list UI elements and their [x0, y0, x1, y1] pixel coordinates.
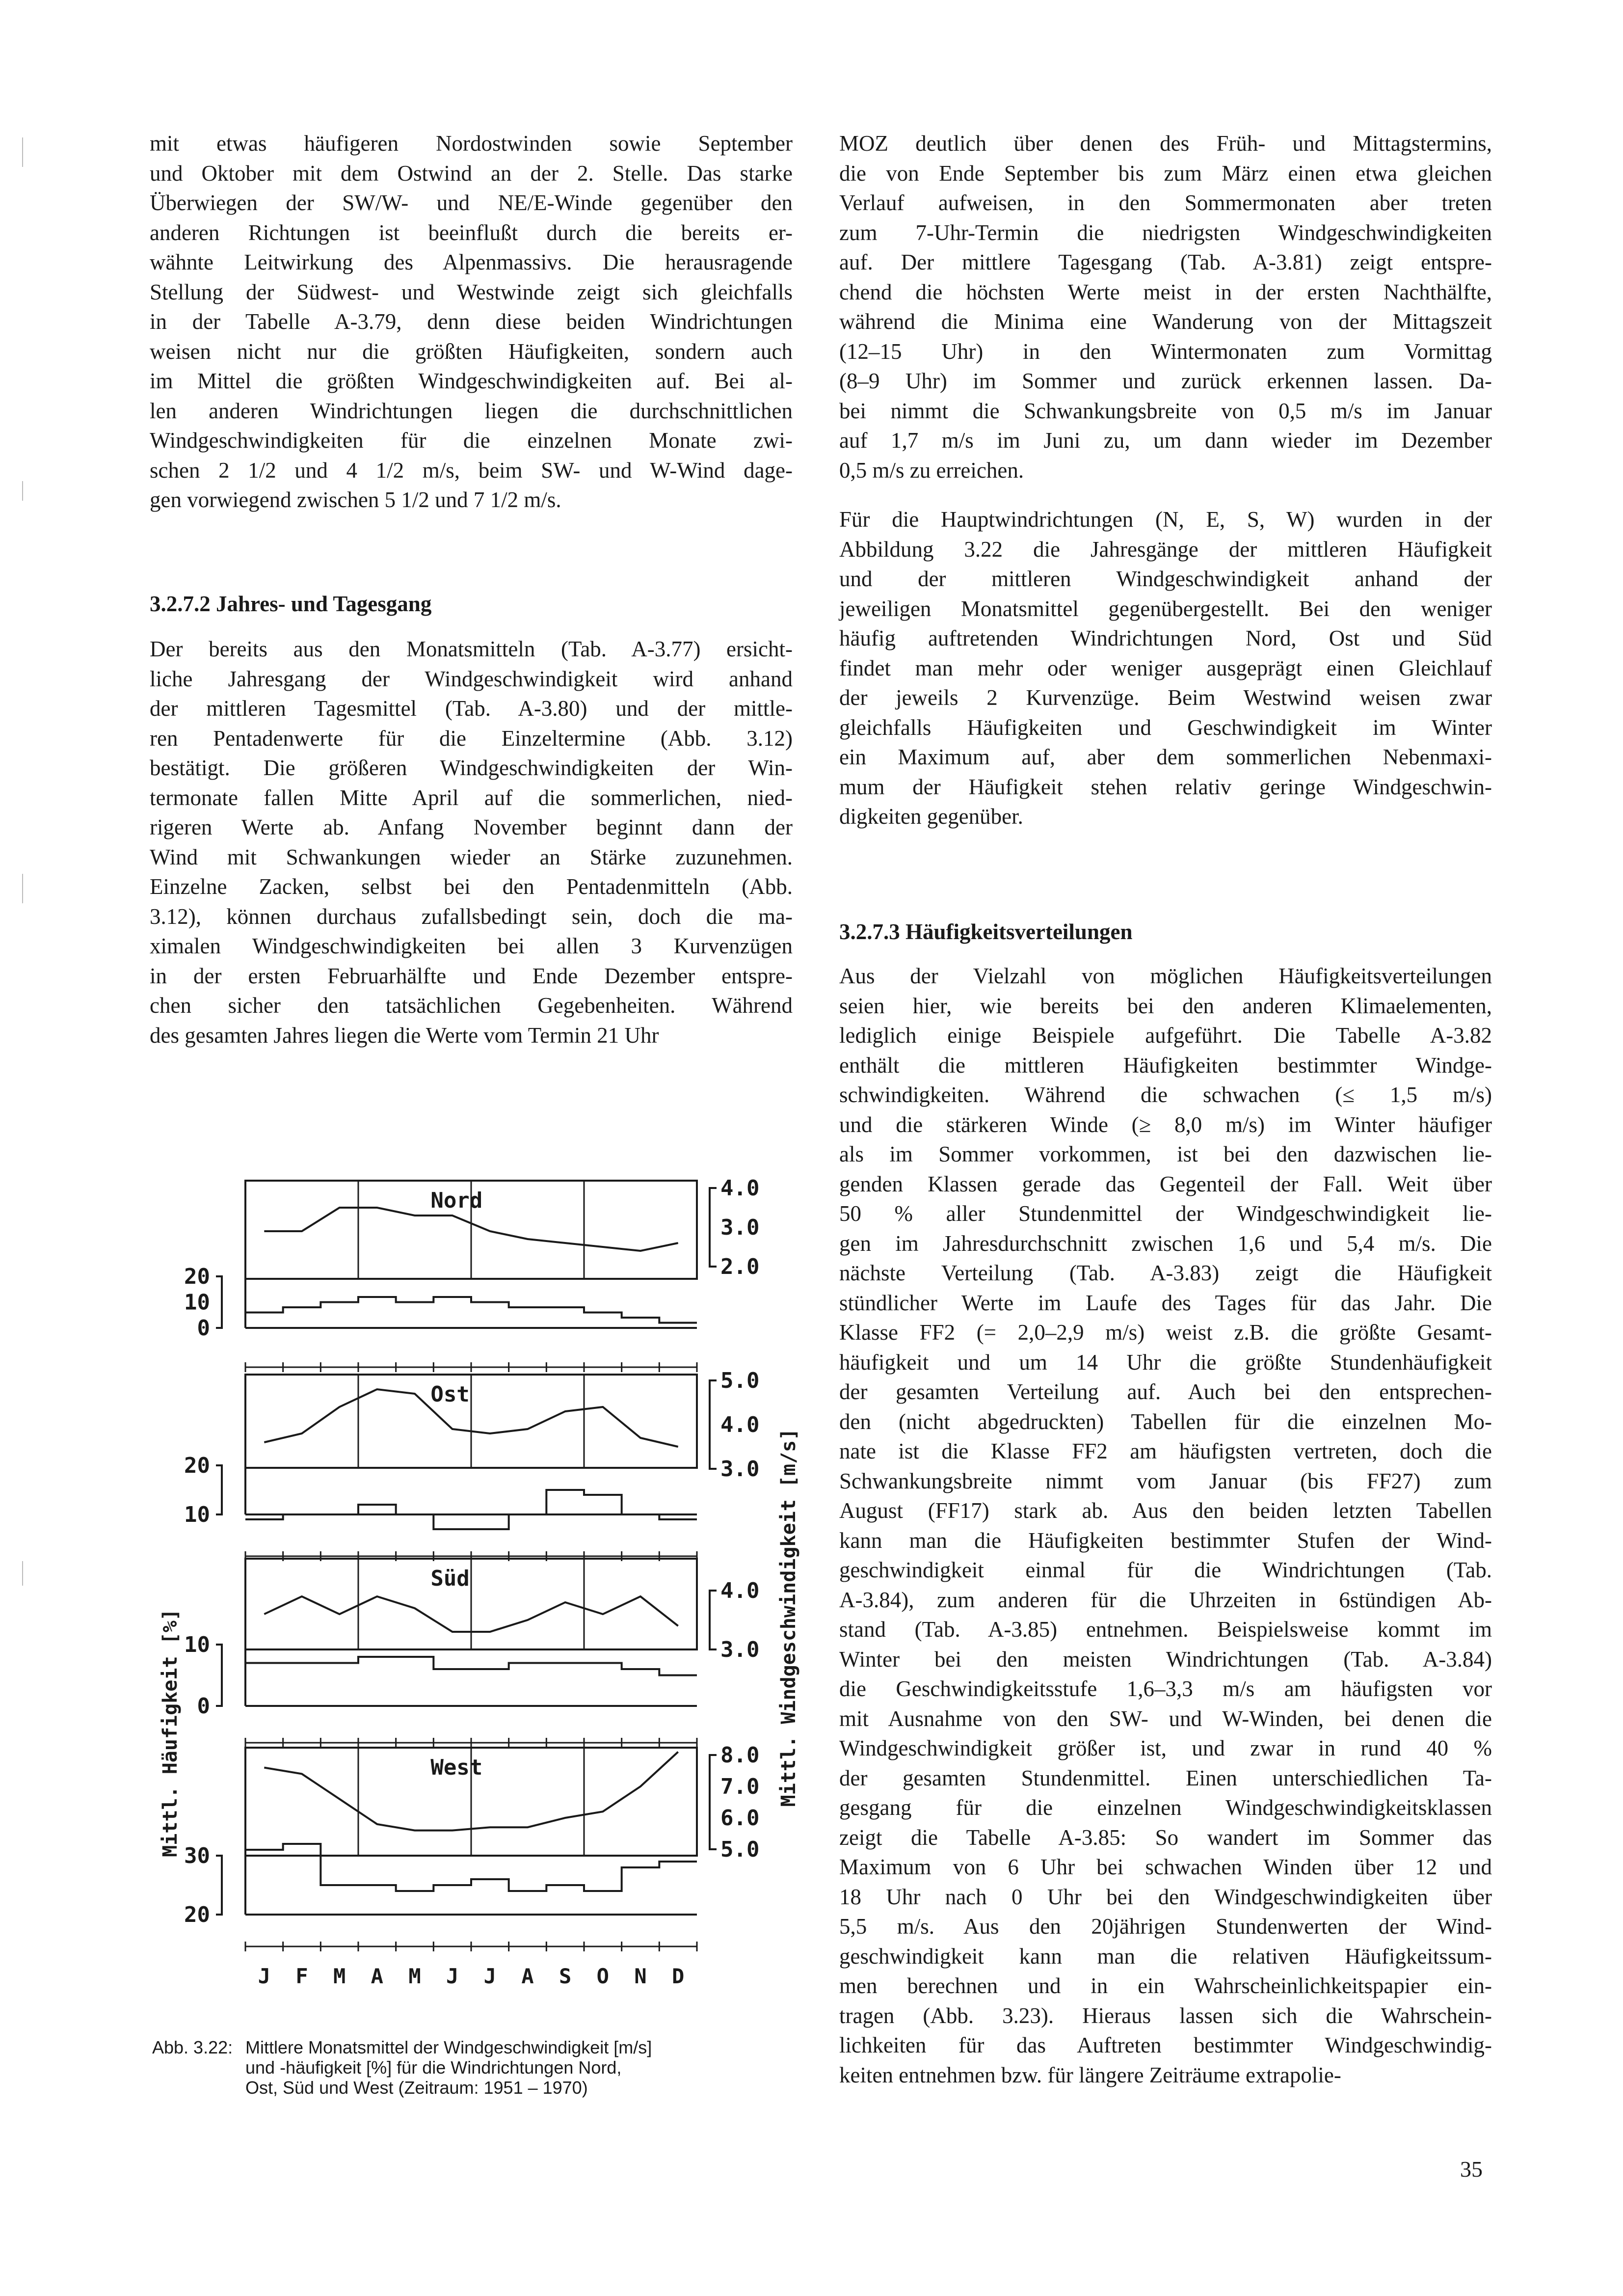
section-heading-haeufigkeitsverteilungen: 3.2.7.3 Häufigkeitsverteilungen: [839, 919, 1133, 944]
frequency-tick-label: 0: [197, 1316, 210, 1341]
panel-title-nord: Nord: [430, 1188, 483, 1213]
month-label: J: [446, 1964, 459, 1988]
wind-chart-figure: [147, 1154, 815, 2032]
text-line: zeigt die Tabelle A-3.85: So wandert im Sommer das: [839, 1825, 1492, 1850]
text-line: liche Jahresgang der Windgeschwindigkeit wird anhand: [150, 666, 793, 691]
text-line: mit etwas häufigeren Nordostwinden sowie September: [150, 131, 793, 156]
text-line: schen 2 1/2 und 4 1/2 m/s, beim SW- und W-Wind dage-: [150, 458, 793, 483]
text-line: (8–9 Uhr) im Sommer und zurück erkennen lassen. Da-: [839, 369, 1492, 393]
text-line: anderen Richtungen ist beeinflußt durch die bereits er-: [150, 220, 793, 245]
caption-line: Mittlere Monatsmittel der Windgeschwindigkeit [m/s]: [245, 2037, 652, 2057]
text-line: der mittleren Tagesmittel (Tab. A-3.80) und der mittle-: [150, 696, 793, 721]
text-line: chend die höchsten Werte meist in der ersten Nachthälfte,: [839, 279, 1492, 304]
text-line: men berechnen und in ein Wahrscheinlichkeitspapier ein-: [839, 1973, 1492, 1998]
text-line: bestätigt. Die größeren Windgeschwindigkeiten der Win-: [150, 756, 793, 780]
speed-axis-bracket: [710, 1380, 717, 1469]
frequency-axis-bracket: [216, 1645, 222, 1706]
text-line: in der Tabelle A-3.79, denn diese beiden Windrichtungen: [150, 309, 793, 334]
frequency-axis-bracket: [216, 1276, 222, 1328]
text-line: keiten entnehmen bzw. für längere Zeiträume extrapolie-: [839, 2062, 1341, 2087]
text-line: Windgeschwindigkeit größer ist, und zwar in rund 40 %: [839, 1736, 1492, 1760]
frequency-tick-label: 20: [184, 1902, 210, 1927]
text-line: rigeren Werte ab. Anfang November beginnt dann der: [150, 815, 793, 839]
text-line: chen sicher den tatsächlichen Gegebenheiten. Während: [150, 993, 793, 1018]
text-line: Verlauf aufweisen, in den Sommermonaten aber treten: [839, 190, 1492, 215]
text-line: gen vorwiegend zwischen 5 1/2 und 7 1/2 m/s.: [150, 487, 561, 512]
text-line: digkeiten gegenüber.: [839, 804, 1023, 829]
speed-tick-label: 4.0: [720, 1412, 760, 1437]
text-line: ximalen Windgeschwindigkeiten bei allen 3 Kurvenzügen: [150, 934, 793, 958]
text-line: und die stärkeren Winde (≥ 8,0 m/s) im Winter häufiger: [839, 1112, 1492, 1137]
text-line: gesgang für die einzelnen Windgeschwindigkeitsklassen: [839, 1795, 1492, 1820]
text-line: lichkeiten für das Auftreten bestimmter Windgeschwindig-: [839, 2033, 1492, 2057]
caption-line: Ost, Süd und West (Zeitraum: 1951 – 1970): [245, 2078, 588, 2098]
text-line: Für die Hauptwindrichtungen (N, E, S, W) wurden in der: [839, 507, 1492, 532]
figure-caption: [152, 2037, 800, 2098]
speed-tick-label: 2.0: [720, 1254, 760, 1279]
month-label: D: [672, 1964, 685, 1988]
month-label: S: [559, 1964, 572, 1988]
text-line: kann man die Häufigkeiten bestimmter Stufen der Wind-: [839, 1528, 1492, 1553]
text-line: geschwindigkeit einmal für die Windrichtungen (Tab.: [839, 1558, 1492, 1582]
text-line: tragen (Abb. 3.23). Hieraus lassen sich die Wahrschein-: [839, 2003, 1492, 2028]
left-column: [150, 129, 793, 515]
text-line: den (nicht abgedruckten) Tabellen für die einzelnen Mo-: [839, 1409, 1492, 1434]
speed-tick-label: 6.0: [720, 1806, 760, 1831]
frequency-tick-label: 0: [197, 1694, 210, 1719]
text-line: Einzelne Zacken, selbst bei den Pentadenmitteln (Abb.: [150, 874, 793, 899]
text-line: Aus der Vielzahl von möglichen Häufigkeitsverteilungen: [839, 964, 1492, 988]
text-line: als im Sommer vorkommen, ist bei den dazwischen lie-: [839, 1142, 1492, 1166]
month-label: N: [634, 1964, 647, 1988]
speed-tick-label: 3.0: [720, 1637, 760, 1662]
month-label: A: [521, 1964, 534, 1988]
text-line: lediglich einige Beispiele aufgeführt. Die Tabelle A-3.82: [839, 1023, 1492, 1048]
speed-tick-label: 5.0: [720, 1837, 760, 1862]
scan-edge-marks: [22, 137, 24, 2248]
text-line: mit Ausnahme von den SW- und W-Winden, bei denen die: [839, 1706, 1492, 1731]
frequency-tick-label: 10: [184, 1502, 210, 1527]
frequency-step-line-nord: [245, 1297, 697, 1323]
speed-tick-label: 8.0: [720, 1743, 760, 1768]
text-line: und der mittleren Windgeschwindigkeit anhand der: [839, 567, 1492, 591]
text-line: zum 7-Uhr-Termin die niedrigsten Windgeschwindigkeiten: [839, 220, 1492, 245]
text-line: der gesamten Stundenmittel. Einen unterschiedlichen Ta-: [839, 1765, 1492, 1790]
text-line: ren Pentadenwerte für die Einzeltermine (Abb. 3.12): [150, 726, 793, 751]
right-axis-title: Mittl. Windgeschwindigkeit [m/s]: [777, 1428, 800, 1807]
text-line: 50 % aller Stundenmittel der Windgeschwindigkeit lie-: [839, 1201, 1492, 1226]
text-line: mum der Häufigkeit stehen relativ geringe Windgeschwin-: [839, 774, 1492, 799]
text-line: schwindigkeiten. Während die schwachen (≤ 1,5 m/s): [839, 1082, 1492, 1107]
frequency-tick-label: 30: [184, 1843, 210, 1868]
left-axis-title: Mittl. Häufigkeit [%]: [159, 1609, 182, 1857]
text-line: findet man mehr oder weniger ausgeprägt einen Gleichlauf: [839, 655, 1492, 680]
text-line: Abbildung 3.22 die Jahresgänge der mittleren Häufigkeit: [839, 537, 1492, 562]
text-line: geschwindigkeit kann man die relativen Häufigkeitssum-: [839, 1944, 1492, 1969]
month-label: M: [408, 1964, 421, 1988]
text-line: jeweiligen Monatsmittel gegenübergestellt. Bei den weniger: [839, 596, 1492, 621]
text-line: und Oktober mit dem Ostwind an der 2. Stelle. Das starke: [150, 161, 793, 186]
speed-tick-label: 4.0: [720, 1176, 760, 1201]
text-line: Der bereits aus den Monatsmitteln (Tab. A-3.77) ersicht-: [150, 637, 793, 661]
text-line: termonate fallen Mitte April auf die sommerlichen, nied-: [150, 785, 793, 810]
text-line: auf 1,7 m/s im Juni zu, um dann wieder im Dezember: [839, 428, 1492, 453]
month-label: F: [295, 1964, 308, 1988]
text-line: weisen nicht nur die größten Häufigkeiten, sondern auch: [150, 339, 793, 364]
text-line: 3.12), können durchaus zufallsbedingt sein, doch die ma-: [150, 904, 793, 929]
panel-title-west: West: [430, 1755, 483, 1780]
speed-axis-bracket: [710, 1188, 717, 1267]
text-line: gleichfalls Häufigkeiten und Geschwindigkeit im Winter: [839, 715, 1492, 740]
text-line: in der ersten Februarhälfte und Ende Dezember entspre-: [150, 963, 793, 988]
month-label: A: [371, 1964, 383, 1988]
text-line: len anderen Windrichtungen liegen die durchschnittlichen: [150, 398, 793, 423]
paragraph-haeufigkeitsverteilungen: [839, 961, 1492, 2090]
text-line: seien hier, wie bereits bei den anderen Klimaelementen,: [839, 993, 1492, 1018]
speed-axis-bracket: [710, 1755, 717, 1849]
paragraph-wind-directions: [150, 129, 793, 515]
panel-title-süd: Süd: [430, 1566, 470, 1591]
month-label: M: [333, 1964, 346, 1988]
text-line: bei nimmt die Schwankungsbreite von 0,5 m/s im Januar: [839, 398, 1492, 423]
text-line: nächste Verteilung (Tab. A-3.83) zeigt die Häufigkeit: [839, 1261, 1492, 1285]
frequency-tick-label: 10: [184, 1632, 210, 1657]
right-column: [839, 129, 1492, 485]
text-line: Schwankungsbreite nimmt vom Januar (bis FF27) zum: [839, 1468, 1492, 1493]
text-line: wähnte Leitwirkung des Alpenmassivs. Die herausragende: [150, 250, 793, 274]
frequency-step-line-ost: [245, 1490, 697, 1529]
text-line: MOZ deutlich über denen des Früh- und Mittagstermins,: [839, 131, 1492, 156]
section-heading-jahres-tagesgang: 3.2.7.2 Jahres- und Tagesgang: [150, 592, 432, 616]
paragraph-tagesgang: [839, 129, 1492, 485]
page-number: 35: [1460, 2157, 1483, 2182]
month-label: O: [596, 1964, 609, 1988]
text-line: Wind mit Schwankungen wieder an Stärke zuzunehmen.: [150, 844, 793, 869]
text-line: ein Maximum auf, aber dem sommerlichen Nebenmaxi-: [839, 745, 1492, 769]
text-line: August (FF17) stark ab. Aus den beiden letzten Tabellen: [839, 1498, 1492, 1523]
frequency-axis-bracket: [216, 1465, 222, 1514]
text-line: häufig auftretenden Windrichtungen Nord, Ost und Süd: [839, 626, 1492, 650]
frequency-tick-label: 10: [184, 1290, 210, 1315]
speed-tick-label: 3.0: [720, 1457, 760, 1482]
text-line: der gesamten Verteilung auf. Auch bei den entsprechen-: [839, 1379, 1492, 1404]
text-line: stündlicher Werte im Laufe des Tages für das Jahr. Die: [839, 1290, 1492, 1315]
text-line: 18 Uhr nach 0 Uhr bei den Windgeschwindigkeiten über: [839, 1884, 1492, 1909]
caption-line: und -häufigkeit [%] für die Windrichtungen Nord,: [245, 2057, 622, 2078]
text-line: die von Ende September bis zum März einen etwa gleichen: [839, 161, 1492, 186]
text-line: genden Klassen gerade das Gegenteil der Fall. Weit über: [839, 1171, 1492, 1196]
speed-axis-bracket: [710, 1591, 717, 1649]
speed-tick-label: 7.0: [720, 1774, 760, 1799]
text-line: des gesamten Jahres liegen die Werte vom Termin 21 Uhr: [150, 1023, 659, 1048]
frequency-tick-label: 20: [184, 1453, 210, 1478]
text-line: während die Minima eine Wanderung von der Mittagszeit: [839, 309, 1492, 334]
frequency-axis-bracket: [216, 1856, 222, 1915]
text-line: Maximum von 6 Uhr bei schwachen Winden über 12 und: [839, 1855, 1492, 1879]
text-line: enthält die mittleren Häufigkeiten bestimmter Windge-: [839, 1053, 1492, 1078]
paragraph-hauptwindrichtungen: [839, 505, 1492, 832]
text-line: Stellung der Südwest- und Westwinde zeigt sich gleichfalls: [150, 279, 793, 304]
text-line: im Mittel die größten Windgeschwindigkeiten auf. Bei al-: [150, 369, 793, 393]
text-line: stand (Tab. A-3.85) entnehmen. Beispielsweise kommt im: [839, 1617, 1492, 1642]
caption-label: Abb. 3.22:: [152, 2037, 233, 2057]
frequency-step-line-süd: [245, 1657, 697, 1675]
month-label: J: [258, 1964, 270, 1988]
panel-title-ost: Ost: [430, 1382, 470, 1407]
month-label: J: [483, 1964, 496, 1988]
speed-tick-label: 4.0: [720, 1578, 760, 1603]
text-line: Windgeschwindigkeiten für die einzelnen Monate zwi-: [150, 428, 793, 453]
text-line: Überwiegen der SW/W- und NE/E-Winde gegenüber den: [150, 190, 793, 215]
text-line: auf. Der mittlere Tagesgang (Tab. A-3.81) zeigt entspre-: [839, 250, 1492, 274]
text-line: nate ist die Klasse FF2 am häufigsten vertreten, doch die: [839, 1439, 1492, 1463]
text-line: gen im Jahresdurchschnitt zwischen 1,6 und 5,4 m/s. Die: [839, 1231, 1492, 1256]
text-line: der jeweils 2 Kurvenzüge. Beim Westwind weisen zwar: [839, 685, 1492, 710]
text-line: A-3.84), zum anderen für die Uhrzeiten in 6stündigen Ab-: [839, 1587, 1492, 1612]
text-line: 0,5 m/s zu erreichen.: [839, 458, 1024, 483]
text-line: häufigkeit und um 14 Uhr die größte Stundenhäufigkeit: [839, 1350, 1492, 1375]
speed-tick-label: 3.0: [720, 1215, 760, 1240]
text-line: die Geschwindigkeitsstufe 1,6–3,3 m/s am häufigsten vor: [839, 1676, 1492, 1701]
paragraph-jahresgang: [150, 634, 793, 1050]
frequency-tick-label: 20: [184, 1264, 210, 1289]
text-line: (12–15 Uhr) in den Wintermonaten zum Vormittag: [839, 339, 1492, 364]
text-line: Winter bei den meisten Windrichtungen (Tab. A-3.84): [839, 1647, 1492, 1672]
text-line: Klasse FF2 (= 2,0–2,9 m/s) weist z.B. die größte Gesamt-: [839, 1320, 1492, 1345]
text-line: 5,5 m/s. Aus den 20jährigen Stundenwerten der Wind-: [839, 1914, 1492, 1939]
speed-tick-label: 5.0: [720, 1368, 760, 1393]
